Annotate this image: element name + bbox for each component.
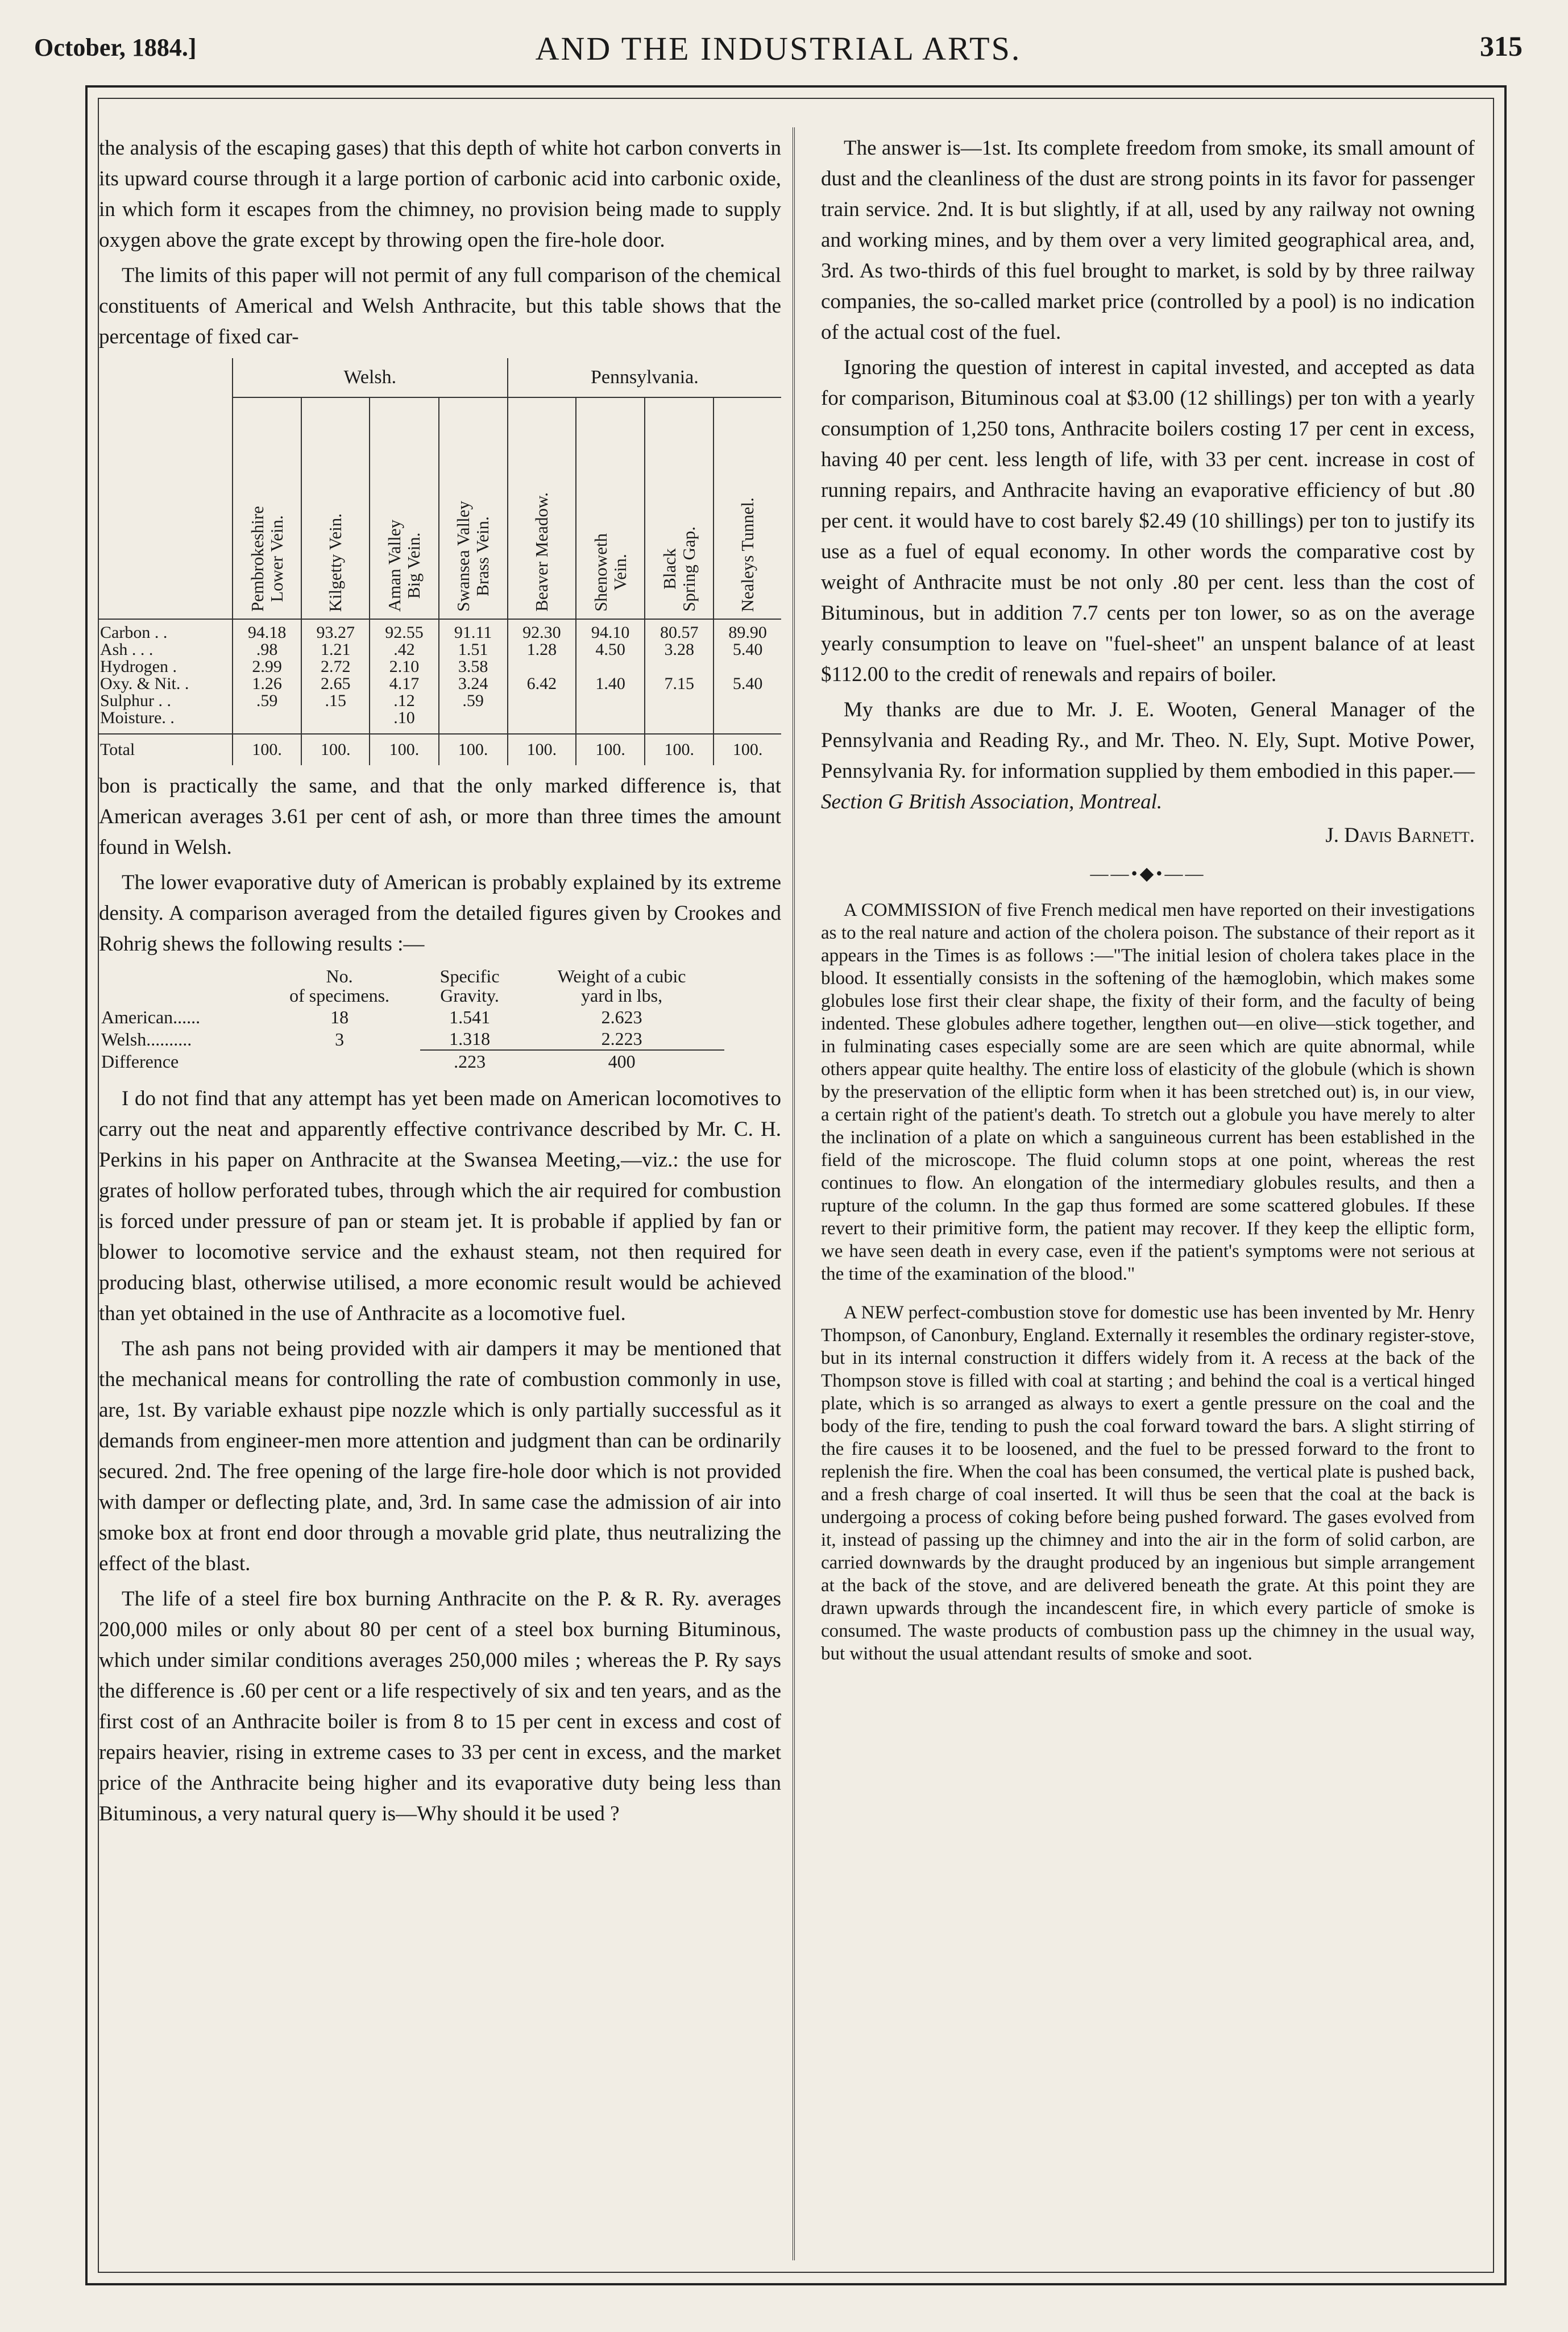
acknowledgement-paragraph: My thanks are due to Mr. J. E. Wooten, General Manager of the Pennsylvania and Reading Ry., and Mr. Theo. N. Ely, Supt. Motive Power, Pennsylvania Ry. for information supplied by them embodied in this paper.—Section G British Association, Montreal. (821, 698, 1475, 814)
table-cell: 80.57 3.28 7.15 (645, 619, 714, 734)
table-cell: 92.55 .42 2.10 4.17 .12 .10 (370, 619, 438, 734)
table-row: Welsh.......... 3 1.318 2.223 (99, 1028, 724, 1050)
table-row: American...... 18 1.541 2.623 (101, 1007, 642, 1027)
column-header: Nealeys Tunnel. (714, 397, 781, 619)
table-row: Difference .223 400 (101, 1051, 636, 1072)
section-ornament: ——•◆•—— (1090, 863, 1206, 883)
paragraph: The limits of this paper will not permit of any full comparison of the chemical constituents of Americal and Welsh Anthracite, but this table shows that the percentage of fixed car- (99, 264, 781, 348)
paragraph: The life of a steel fire box burning Anthracite on the P. & R. Ry. averages 200,000 miles or only about 80 per cent of a steel box burning Bituminous, which under similar conditions averages 250,000 miles ; whereas the P. Ry says the difference is .60 per cent or a life respectively of six and ten years, and as the first cost of an Anthracite boiler is from 8 to 15 per cent in excess and cost of repairs heavier, rising in extreme cases to 33 per cent in excess, and the market price of the Anthracite being higher and its evaporative duty being less than Bituminous, a very natural query is—Why should it be used ? (99, 1587, 781, 1825)
column-header: Shenoweth Vein. (576, 397, 645, 619)
table-cell: 92.30 1.28 6.42 (508, 619, 576, 734)
density-comparison-table (99, 965, 724, 1072)
table-cell: 93.27 1.21 2.72 2.65 .15 (301, 619, 370, 734)
issue-date: October, 1884.] (34, 34, 197, 61)
total-cell: 100. (233, 734, 301, 765)
paragraph: the analysis of the escaping gases) that this depth of white hot carbon converts in its upward course through it a large portion of carbonic acid into carbonic oxide, in which form it escapes from the chimney, no provision being made to supply oxygen above the grate except by throwing open the fire-hole door. (99, 136, 781, 252)
total-cell: 100. (370, 734, 438, 765)
author-signature: J. Davis Barnett. (1325, 824, 1475, 847)
total-cell: 100. (439, 734, 508, 765)
page-number: 315 (1480, 30, 1523, 62)
paragraph: The ash pans not being provided with air dampers it may be mentioned that the mechanical means for controlling the rate of combustion commonly in use, are, 1st. By variable exhaust pipe nozzle which is only partially successful as it demands from engineer-men more attention and judgment than can be ordinarily secured. 2nd. The free opening of the large fire-hole door which is not provided with damper or deflecting plate, and, 3rd. In same case the admission of air into smoke box at front end door through a movable grid plate, thus neutralizing the effect of the blast. (99, 1337, 781, 1575)
total-cell: 100. (508, 734, 576, 765)
welsh-group-header: Welsh. (233, 358, 508, 397)
cholera-commission-paragraph: A COMMISSION of five French medical men have reported on their investigations as to the real nature and action of the cholera poison. The substance of their report as it appears in the Times is as follows :—"The initial lesion of cholera takes place in the blood. It essentially consists in the softening of the hæmoglobin, which makes some globules lose first their clear shape, the fixity of their form, and the faculty of being indented. These globules adhere together, lengthen out—en olive—stick together, and in fulminating cases especially some are are seen which are quite abnormal, while others appear quite healthy. The entire loss of elasticity of the globule (which is shown by the preservation of the elliptic form when it has been stretched out) is, in our view, a certain right of the patient's death. To stretch out a globule you have merely to alter the inclination of a plate on which a sanguineous current has been established in the field of the microscope. The fluid column stops at one point, whereas the rest continues to flow. An elongation of the intermediary globules results, and then a rupture of the column. In the gap thus formed are some scattered globules. If these revert to their primitive form, the patient may recover. If they keep the elliptic form, we have seen death in every case, even if the patient's symptoms were not serious at the time of the examination of the blood." (821, 900, 1475, 1284)
paragraph: I do not find that any attempt has yet been made on American locomotives to carry out the neat and apparently effective contrivance described by Mr. C. H. Perkins in his paper on Anthracite at the Swansea Meeting,—viz.: the use for grates of hollow perforated tubes, through which the air required for combustion is forced under pressure of pan or steam jet. It is probable if applied by fan or blower to locomotive service and the exhaust steam, not then required for producing blast, otherwise utilised, a more economic result would be achieved than yet obtained in the use of Anthracite as a locomotive fuel. (99, 1087, 781, 1325)
column-header: Aman Valley Big Vein. (370, 397, 438, 619)
column-divider (793, 127, 795, 2260)
table-cell: 94.18 .98 2.99 1.26 .59 (233, 619, 301, 734)
combustion-stove-paragraph: A NEW perfect-combustion stove for domestic use has been invented by Mr. Henry Thompson, of Canonbury, England. Externally it resembles the ordinary register-stove, but in its internal construction it differs widely from it. A recess at the back of the Thompson stove is filled with coal at starting ; and behind the coal is a vertical hinged plate, which is so arranged as always to exert a gentle pressure on the coal and the body of the fire, tending to push the coal forward toward the bars. A slight stirring of the fire causes it to be loosened, and the fuel to be pressed forward to the front to replenish the fire. When the coal has been consumed, the vertical plate is pushed back, and a fresh charge of coal inserted. It will thus be seen that the coal at the back is undergoing a process of coking before being pushed forward. The gases evolved from it, instead of passing up the chimney and into the air in the form of solid carbon, are carried downwards by the draught produced by an ingenious but simple arrangement at the back of the stove, and are delivered beneath the grate. At this point they are drawn upwards through the incandescent fire, in which every particle of smoke is consumed. The waste products of combustion pass up the chimney in the usual way, but without the usual attendant results of smoke and soot. (821, 1302, 1475, 1664)
column-header: Specific Gravity. (439, 966, 500, 1006)
anthracite-composition-table (99, 358, 781, 765)
paragraph: bon is practically the same, and that the only marked difference is, that American averages 3.61 per cent of ash, or more than three times the amount found in Welsh. (99, 774, 781, 859)
paragraph: The answer is—1st. Its complete freedom from smoke, its small amount of dust and the cleanliness of the dust are strong points in its favor for passenger train service. 2nd. It is but slightly, if at all, used by any railway not owning and working mines, and by them over a very limited geographical area, and, 3rd. As two-thirds of this fuel brought to market, is sold by by three railway companies, the so-called market price (controlled by a pool) is no indication of the actual cost of the fuel. (821, 136, 1475, 344)
column-header: Swansea Valley Brass Vein. (439, 397, 508, 619)
paragraph: The lower evaporative duty of American is probably explained by its extreme density. A comparison averaged from the detailed figures given by Crookes and Rohrig shews the following results :— (99, 871, 781, 956)
paragraph: Ignoring the question of interest in capital invested, and accepted as data for comparison, Bituminous coal at $3.00 (12 shillings) per ton with a yearly consumption of 1,250 tons, Anthracite boilers costing 17 per cent in excess, having 40 per cent. less length of life, with 33 per cent. increase in cost of running repairs, and Anthracite having an evaporative efficiency of but .80 per cent. it would have to cost barely $2.49 (10 shillings) per ton to justify its use as a fuel of equal economy. In other words the comparative cost by weight of Anthracite must be not only .80 per cent. less than the cost of Bituminous, but in addition 7.7 cents per ton lower, so as on the average yearly consumption to leave on "fuel-sheet" an unspent balance of at least $112.00 to the credit of renewals and repairs of boiler. (821, 356, 1475, 686)
table-cell: 94.10 4.50 1.40 (576, 619, 645, 734)
column-header: Beaver Meadow. (508, 397, 576, 619)
column-header: Black Spring Gap. (645, 397, 714, 619)
column-header: No. of specimens. (289, 966, 390, 1006)
page-frame (85, 85, 1507, 2285)
total-cell: 100. (714, 734, 781, 765)
column-header: Weight of a cubic yard in lbs, (557, 966, 686, 1006)
table-cell: 89.90 5.40 5.40 (714, 619, 781, 734)
column-header: Kilgetty Vein. (301, 397, 370, 619)
running-title: AND THE INDUSTRIAL ARTS. (535, 30, 1022, 67)
column-header: Pembrokeshire Lower Vein. (233, 397, 301, 619)
left-column (99, 133, 781, 1834)
row-labels: Carbon . . Ash . . . Hydrogen . Oxy. & Nit. . Sulphur . . Moisture. . (100, 623, 189, 727)
right-column (821, 133, 1475, 1670)
pennsylvania-group-header: Pennsylvania. (508, 358, 781, 397)
total-cell: 100. (576, 734, 645, 765)
total-cell: 100. (645, 734, 714, 765)
total-cell: 100. (301, 734, 370, 765)
table-cell: 91.11 1.51 3.58 3.24 .59 (439, 619, 508, 734)
total-label: Total (99, 734, 233, 765)
page-header (34, 30, 1523, 69)
